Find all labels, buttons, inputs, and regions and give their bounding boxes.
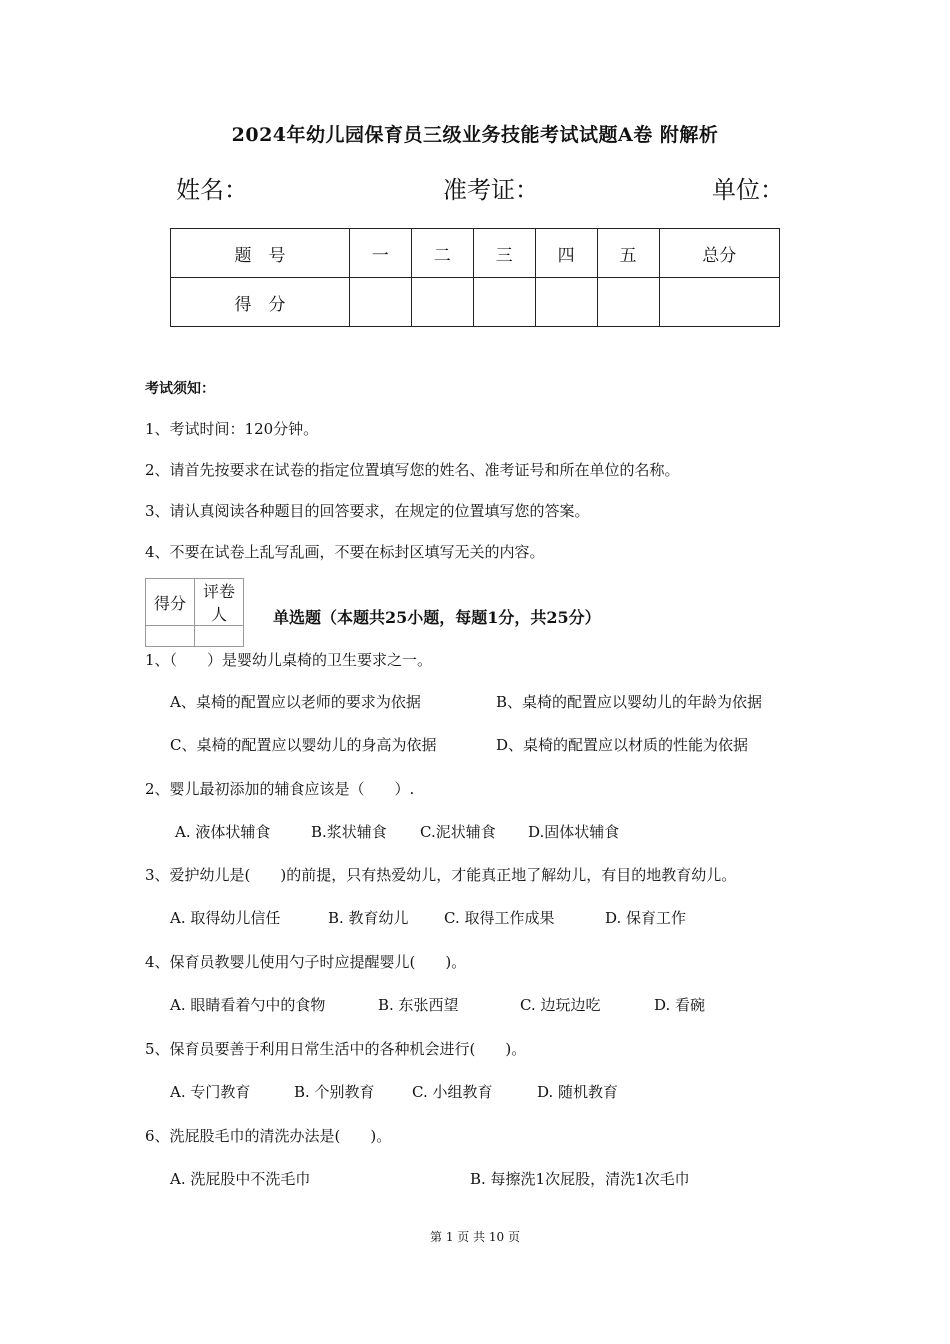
grader-score-cell [146,626,195,647]
grader-reviewer-label: 评卷人 [195,579,244,626]
question-option: B. 个别教育 [294,1083,375,1101]
exam-id-label: 准考证： [443,176,539,204]
score-header-cell: 五 [597,229,659,278]
notice-title: 考试须知： [145,381,215,397]
question-option: A. 眼睛看着勺中的食物 [170,996,326,1014]
question-option: D. 看碗 [654,996,706,1014]
candidate-fields [0,170,950,204]
question-option: C. 小组教育 [412,1083,493,1101]
grader-table [145,578,244,647]
question-option: B、桌椅的配置应以婴幼儿的年龄为依据 [496,693,763,711]
name-label: 姓名： [176,176,248,204]
score-header-cell: 二 [411,229,473,278]
question-stem: 4、保育员教婴儿使用勺子时应提醒婴儿( )。 [145,953,467,971]
page-footer: 第 1 页 共 10 页 [430,1230,520,1244]
score-cell [473,278,535,327]
score-cell [411,278,473,327]
score-cell [535,278,597,327]
grader-score-label: 得分 [146,579,195,626]
score-cell [597,278,659,327]
notice-item: 2、请首先按要求在试卷的指定位置填写您的姓名、准考证号和所在单位的名称。 [145,461,680,479]
unit-label: 单位： [712,176,784,204]
question-stem: 2、婴儿最初添加的辅食应该是（ ）. [145,780,415,798]
notice-item: 1、考试时间：120分钟。 [145,420,319,438]
score-header-cell: 三 [473,229,535,278]
section-title: 单选题（本题共25小题，每题1分，共25分） [273,608,601,627]
score-header-cell: 四 [535,229,597,278]
question-option: D、桌椅的配置应以材质的性能为依据 [496,736,749,754]
score-cell [349,278,411,327]
question-option: C.泥状辅食 [420,823,496,841]
question-option: D.固体状辅食 [528,823,620,841]
score-table [170,228,780,327]
grader-reviewer-cell [195,626,244,647]
question-option: B. 东张西望 [378,996,459,1014]
score-header-cell: 题 号 [171,229,350,278]
question-stem: 6、洗屁股毛巾的清洗办法是( )。 [145,1127,392,1145]
question-option: A. 取得幼儿信任 [170,909,281,927]
notice-item: 4、不要在试卷上乱写乱画，不要在标封区填写无关的内容。 [145,543,545,561]
score-cell [659,278,779,327]
question-option: A. 洗屁股中不洗毛巾 [170,1170,311,1188]
question-option: C、桌椅的配置应以婴幼儿的身高为依据 [170,736,437,754]
question-option: B. 每擦洗1次屁股，清洗1次毛巾 [470,1170,690,1188]
question-option: B.浆状辅食 [311,823,387,841]
score-header-cell: 总分 [659,229,779,278]
score-header-cell: 一 [349,229,411,278]
question-option: D. 随机教育 [537,1083,619,1101]
score-table-header-row [171,229,780,278]
question-option: B. 教育幼儿 [328,909,409,927]
question-option: A. 液体状辅食 [175,823,271,841]
notice-item: 3、请认真阅读各种题目的回答要求，在规定的位置填写您的答案。 [145,502,590,520]
score-row-label: 得 分 [171,278,350,327]
question-stem: 3、爱护幼儿是( )的前提，只有热爱幼儿，才能真正地了解幼儿，有目的地教育幼儿。 [145,866,737,884]
question-option: A. 专门教育 [170,1083,251,1101]
document-title: 2024年幼儿园保育员三级业务技能考试试题A卷 附解析 [231,124,719,146]
question-stem: 5、保育员要善于利用日常生活中的各种机会进行( )。 [145,1040,527,1058]
question-option: A、桌椅的配置应以老师的要求为依据 [170,693,421,711]
question-option: D. 保育工作 [605,909,687,927]
score-table-score-row [171,278,780,327]
question-stem: 1、（ ）是婴幼儿桌椅的卫生要求之一。 [145,651,433,669]
question-option: C. 取得工作成果 [444,909,555,927]
question-option: C. 边玩边吃 [520,996,601,1014]
